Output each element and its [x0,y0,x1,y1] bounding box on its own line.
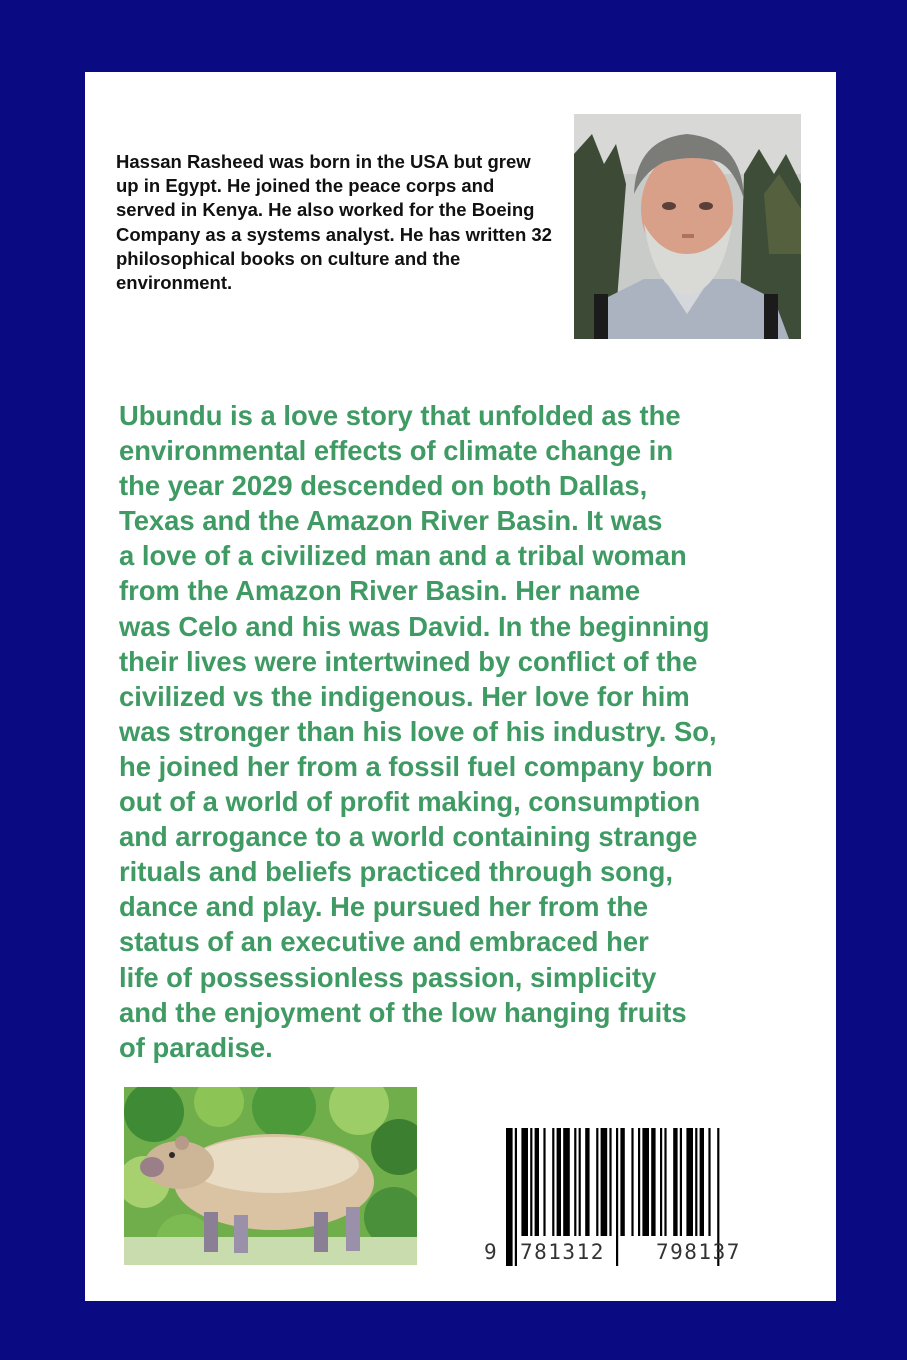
blurb-line: he joined her from a fossil fuel company born [119,750,713,782]
author-bio: Hassan Rasheed was born in the USA but grew up in Egypt. He joined the peace corps and served in Kenya. He also worked for the Boeing Company as a systems analyst. He has written 32 philosophical books on culture and the environment. [116,151,552,294]
barcode-bar [673,1128,677,1236]
book-blurb [119,398,819,1065]
blurb-line: of paradise. [119,1031,273,1063]
barcode-bar [574,1128,576,1236]
blurb-line: and arrogance to a world containing strange [119,821,698,853]
barcode-bar [515,1128,517,1266]
barcode-bar [686,1128,693,1236]
barcode-bar [506,1128,513,1266]
blurb-line: their lives were intertwined by conflict of the [119,645,698,677]
isbn-group-1: 781312 [520,1240,605,1264]
blurb-line: out of a world of profit making, consumption [119,786,701,818]
barcode-bar [651,1128,655,1236]
isbn-lead-digit: 9 [484,1240,499,1264]
barcode-bar [552,1128,554,1236]
blurb-line: dance and play. He pursued her from the [119,891,649,923]
blurb-line: civilized vs the indigenous. Her love for him [119,680,690,712]
barcode-bar [680,1128,682,1236]
blurb-line: environmental effects of climate change in [119,435,674,467]
blurb-line: the year 2029 descended on both Dallas, [119,470,648,502]
barcode-bar [563,1128,570,1236]
barcode-bar [609,1128,611,1236]
author-photo [574,114,801,339]
barcode-bar [543,1128,545,1236]
blurb-line: rituals and beliefs practiced through song, [119,856,673,888]
barcode-bar [700,1128,704,1236]
blurb-line: was Celo and his was David. In the beginning [119,610,710,642]
barcode-bar [642,1128,649,1236]
barcode-bar [620,1128,624,1236]
barcode-bar [695,1128,697,1236]
barcode-bar [521,1128,528,1236]
barcode-bar [664,1128,666,1236]
blurb-line: was stronger than his love of his industry. So, [119,715,717,747]
barcode-bar [530,1128,532,1236]
blurb-line: Ubundu is a love story that unfolded as the [119,400,681,431]
barcode-bar [660,1128,662,1236]
blurb-line: life of possessionless passion, simplicity [119,961,657,993]
barcode-bar [535,1128,539,1236]
isbn-barcode [480,1128,780,1268]
barcode-bar [631,1128,633,1236]
capybara-illustration [124,1087,417,1265]
blurb-line: status of an executive and embraced her [119,926,649,958]
barcode-bar [585,1128,589,1236]
isbn-group-2: 798137 [656,1240,741,1264]
barcode-bar [616,1128,618,1266]
barcode-bar [557,1128,561,1236]
barcode-bar [596,1128,598,1236]
barcode-bar [638,1128,640,1236]
barcode-bar [708,1128,710,1236]
blurb-line: Texas and the Amazon River Basin. It was [119,505,663,537]
barcode-bar [579,1128,581,1236]
barcode-bar [601,1128,608,1236]
blurb-line: a love of a civilized man and a tribal woman [119,540,687,572]
blurb-line: from the Amazon River Basin. Her name [119,575,641,607]
blurb-line: and the enjoyment of the low hanging fruits [119,996,687,1028]
